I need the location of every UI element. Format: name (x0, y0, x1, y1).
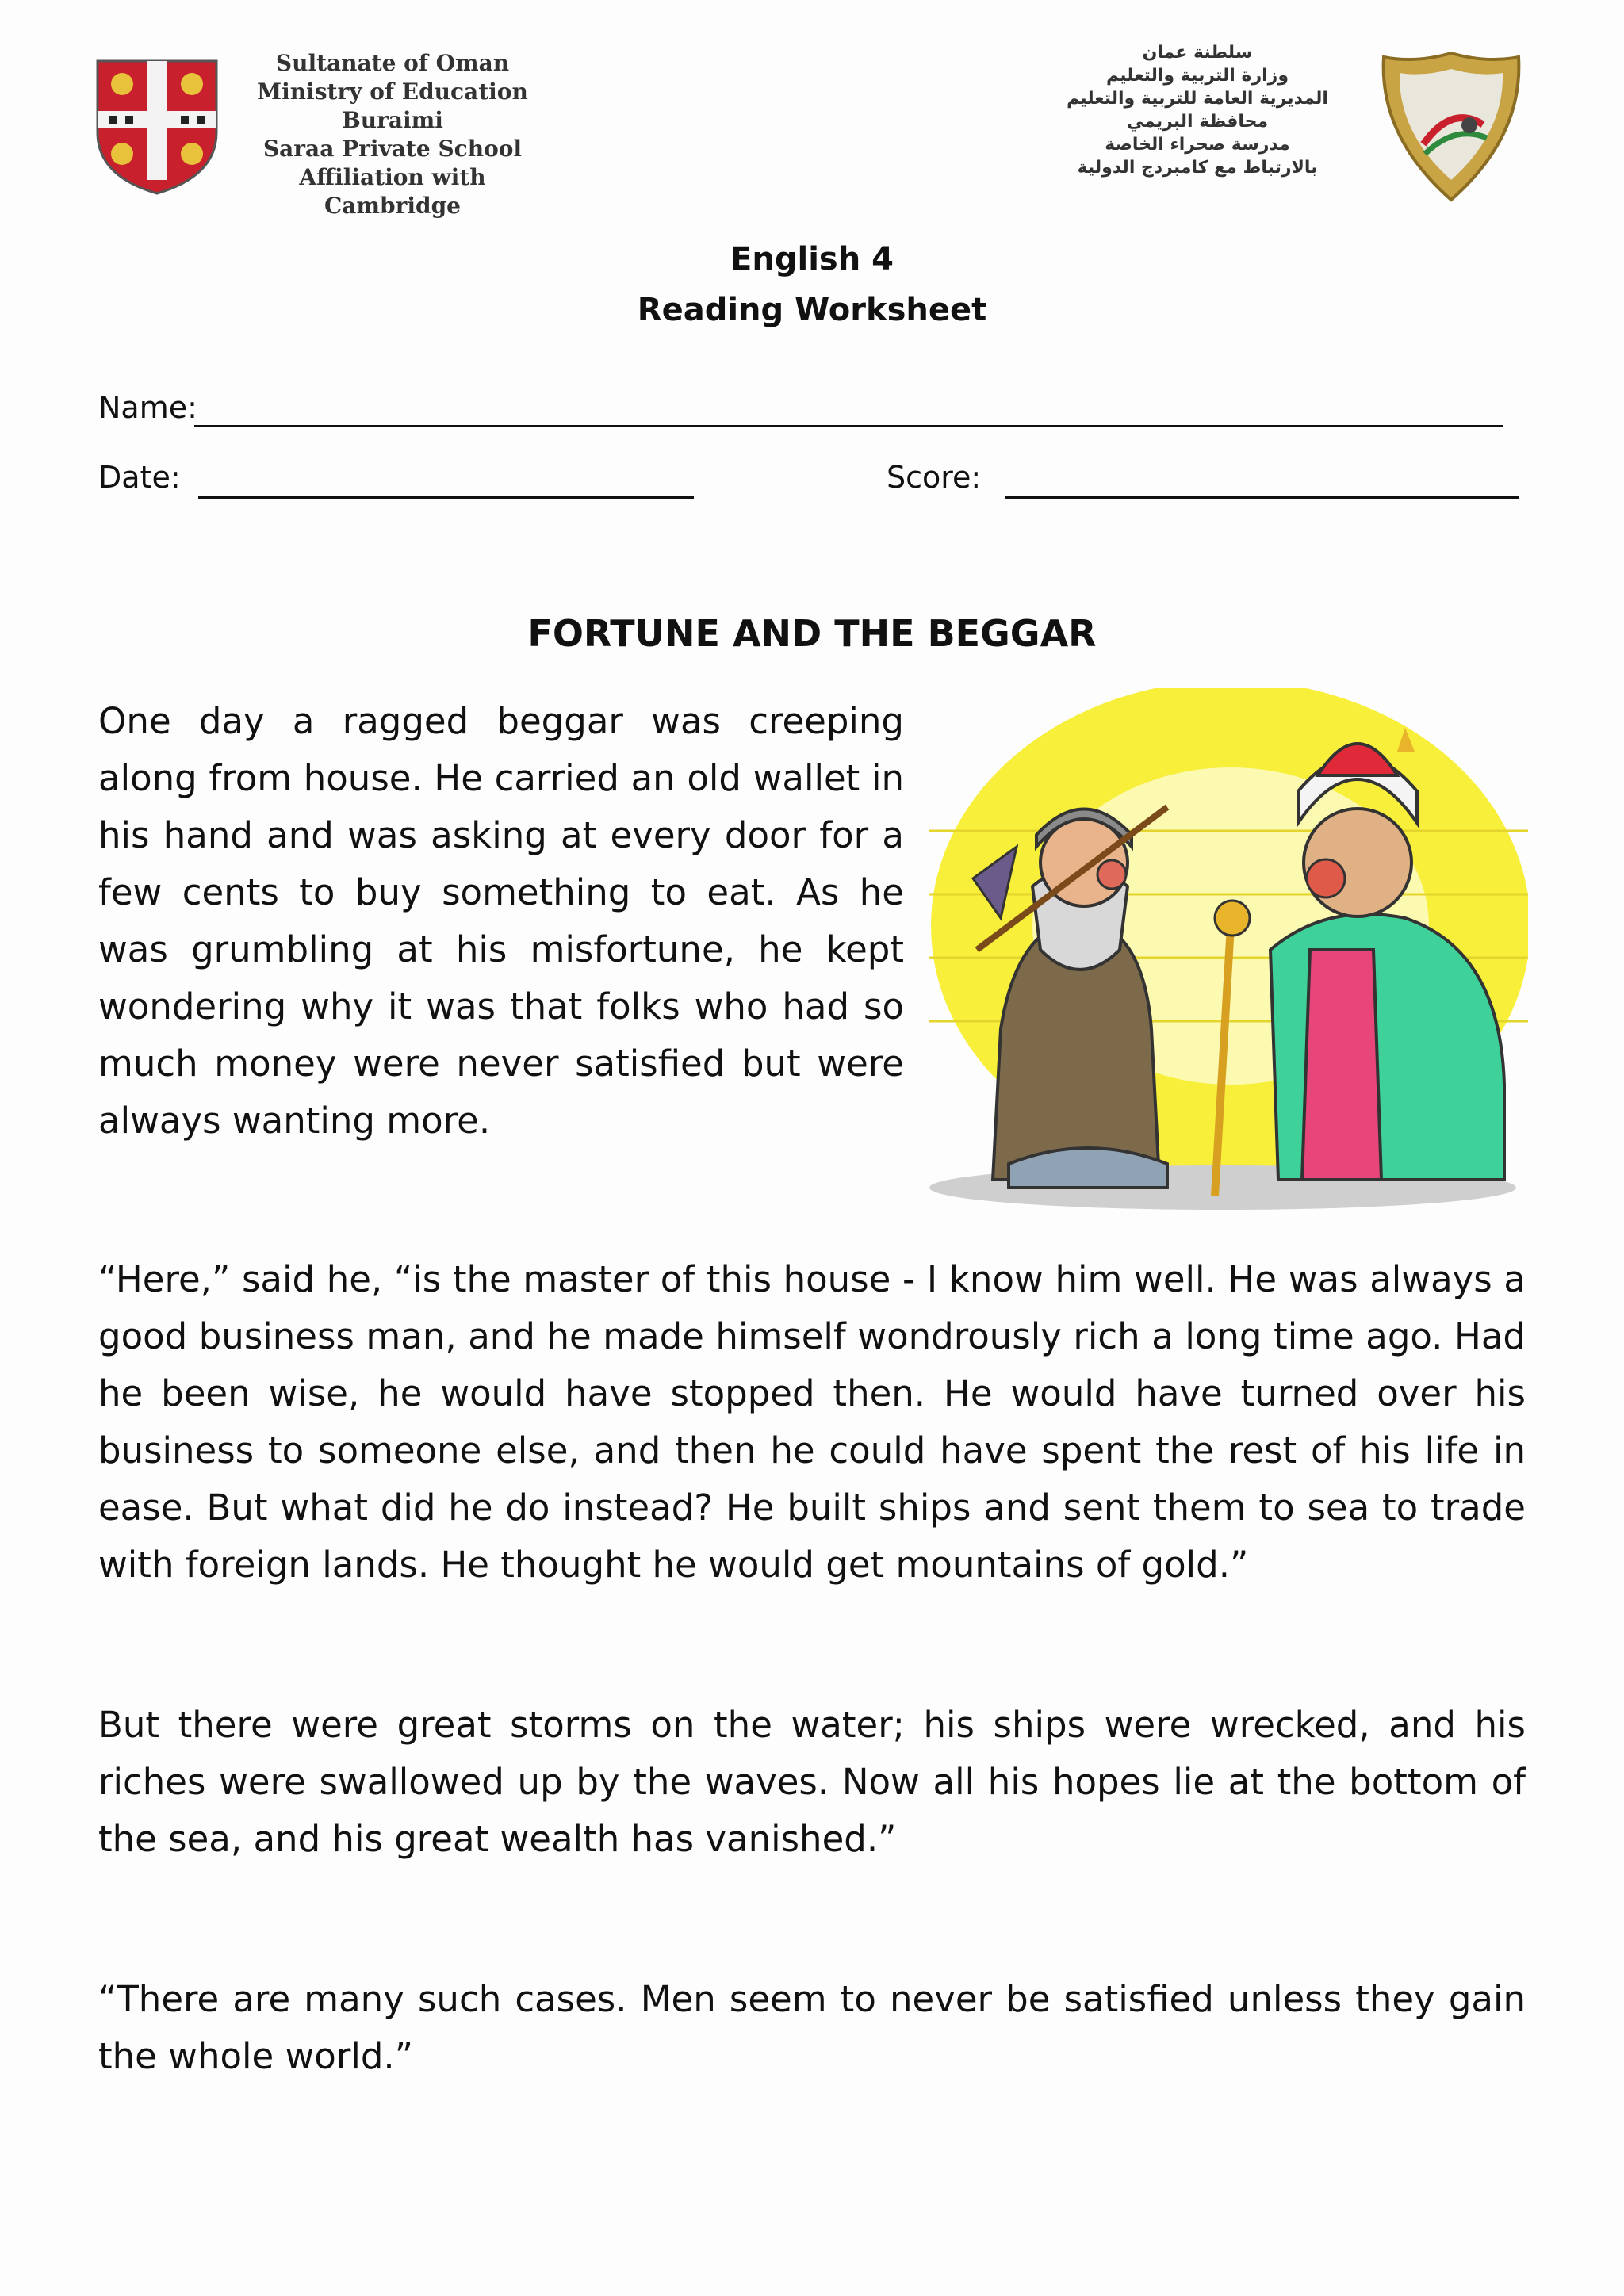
header-line: Buraimi (342, 107, 443, 133)
school-header-arabic (1023, 41, 1372, 179)
school-badge-logo (1376, 49, 1526, 204)
name-label: Name: (98, 390, 197, 425)
header-line-ar: بالارتباط مع كامبردج الدولية (1077, 158, 1318, 178)
story-paragraph-4: “There are many such cases. Men seem to never be satisfied unless they gain the whole world.” (98, 1978, 1526, 2077)
header-line: Sultanate of Oman (275, 50, 510, 76)
name-field[interactable] (194, 392, 1503, 427)
beggar-and-merchant-illustration (929, 688, 1528, 1213)
header-line: Ministry of Education (257, 78, 528, 105)
school-crest-logo (94, 57, 220, 196)
date-label: Date: (98, 460, 181, 495)
header-line-ar: مدرسة صحراء الخاصة (1105, 135, 1290, 155)
header-line-ar: المديرية العامة للتربية والتعليم (1067, 89, 1328, 109)
header-line: Affiliation with Cambridge (299, 164, 486, 219)
header-line-ar: محافظة البريمي (1126, 112, 1269, 132)
worksheet-type: Reading Worksheet (637, 292, 987, 328)
header-line-ar: سلطنة عمان (1142, 43, 1253, 63)
score-label: Score: (887, 460, 982, 495)
story-title: FORTUNE AND THE BEGGAR (527, 612, 1097, 655)
story-paragraph-3: But there were great storms on the water; his ships were wrecked, and his riches were swallowed up by the waves. Now all his hopes lie at the bottom of the sea, and his great wealth has vanished.” (98, 1704, 1526, 1860)
story-paragraph-2: “Here,” said he, “is the master of this house - I know him well. He was always a good business man, and he made himself wondrously rich a long time ago. Had he been wise, he would have stopped then. He would have turned over his business to someone else, and then he could have spent the rest of his life in ease. But what did he do instead? He built ships and sent them to sea to trade with foreign lands. He thought he would get mountains of gold.” (98, 1258, 1526, 1586)
date-field[interactable] (198, 461, 694, 499)
school-header-english (230, 49, 555, 220)
worksheet-subject: English 4 (730, 241, 894, 277)
header-line-ar: وزارة التربية والتعليم (1106, 66, 1289, 86)
header-line: Saraa Private School (262, 136, 523, 162)
score-field[interactable] (1005, 461, 1519, 499)
story-paragraph-1: One day a ragged beggar was creeping along from house. He carried an old wallet in his hand and was asking at every door for a few cents to buy something to eat. As he was grumbling at his misfortune, he kept wondering why it was that folks who had so much money were never satisfied but were always wanting more. (98, 700, 904, 1142)
